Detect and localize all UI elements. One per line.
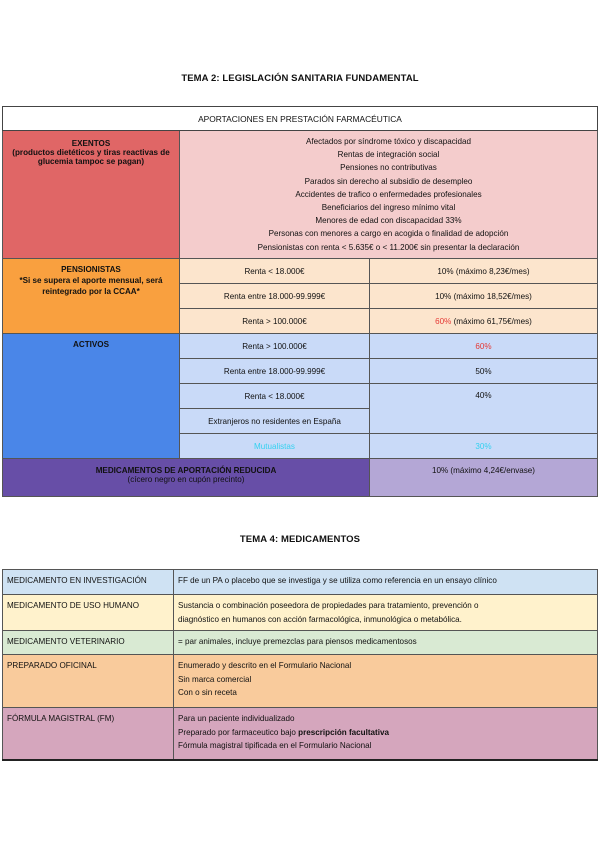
row-key: PREPARADO OFICINAL <box>3 655 174 708</box>
prescripcion-facultativa: prescripción facultativa <box>298 727 390 737</box>
medicamentos-table <box>2 569 598 761</box>
row-key: MEDICAMENTO EN INVESTIGACIÓN <box>3 570 174 595</box>
row-key: MEDICAMENTO DE USO HUMANO <box>3 595 174 631</box>
medicamentos-reducida-label: MEDICAMENTOS DE APORTACIÓN REDUCIDA <box>95 466 277 475</box>
pct: 10% <box>437 266 454 276</box>
pensionistas-renta: Renta < 18.000€ <box>180 259 370 284</box>
row-value <box>174 570 598 595</box>
pensionistas-renta: Renta > 100.000€ <box>180 309 370 334</box>
maximo: (máximo 8,23€/mes) <box>453 266 530 276</box>
row-line: Para un paciente individualizado <box>178 714 295 724</box>
exentos-item: Beneficiarios del ingreso mínimo vital <box>321 203 456 213</box>
table-row <box>3 708 598 760</box>
activos-valor: 30% <box>370 434 598 459</box>
exentos-label-cell <box>3 131 180 259</box>
exentos-label: EXENTOS <box>71 139 111 148</box>
exentos-sub: (productos dietéticos y tiras reactivas de glucemia tampoc se pagan) <box>12 148 170 166</box>
pensionistas-label: PENSIONISTAS <box>61 265 121 274</box>
exentos-item: Pensiones no contributivas <box>340 163 437 173</box>
row-line: = par animales, incluye premezclas para piensos medicamentosos <box>178 637 417 647</box>
row-line: Fórmula magistral tipificada en el Formulario Nacional <box>178 741 372 751</box>
activos-label: ACTIVOS <box>73 340 109 349</box>
activos-valor: 40% <box>370 384 598 434</box>
exentos-list <box>180 131 598 259</box>
pensionistas-sub: *Si se supera el aporte mensual, será reintegrado por la CCAA* <box>19 276 163 296</box>
table-row <box>3 595 598 631</box>
row-key: MEDICAMENTO VETERINARIO <box>3 631 174 655</box>
aportaciones-table <box>2 106 598 497</box>
activos-renta: Extranjeros no residentes en España <box>180 409 370 434</box>
exentos-item: Accidentes de trafico o enfermedades profesionales <box>295 189 482 199</box>
exentos-item: Rentas de integración social <box>337 150 440 160</box>
activos-renta: Mutualistas <box>180 434 370 459</box>
table-row <box>3 631 598 655</box>
cicero-negro: (cícero negro <box>127 475 176 484</box>
pct: 10% <box>435 291 452 301</box>
activos-renta: Renta < 18.000€ <box>180 384 370 409</box>
tema4-title: TEMA 4: MEDICAMENTOS <box>239 534 361 545</box>
pct: 60% <box>435 316 452 326</box>
row-line-text: Preparado por farmaceutico bajo <box>178 727 299 737</box>
pensionistas-renta: Renta entre 18.000-99.999€ <box>180 284 370 309</box>
pensionistas-valor <box>370 309 598 334</box>
exentos-item: Personas con menores a cargo en acogida o finalidad de adopción <box>268 229 509 239</box>
activos-renta: Renta entre 18.000-99.999€ <box>180 359 370 384</box>
row-value <box>174 708 598 760</box>
row-value <box>174 595 598 631</box>
table-row <box>3 655 598 708</box>
pensionistas-label-cell <box>3 259 180 334</box>
activos-label-cell <box>3 334 180 459</box>
row-value <box>174 655 598 708</box>
row-key: FÓRMULA MAGISTRAL (FM) <box>3 708 174 760</box>
cupon-precinto: en cupón precinto) <box>175 475 245 484</box>
row-value <box>174 631 598 655</box>
maximo: (máximo 61,75€/mes) <box>451 316 532 326</box>
exentos-item: Afectados por síndrome tóxico y discapacidad <box>305 137 472 146</box>
pensionistas-valor <box>370 284 598 309</box>
medicamentos-reducida-sub <box>9 475 363 484</box>
exentos-item: Pensionistas con renta < 5.635€ o < 11.200€ sin presentar la declaración <box>257 242 520 252</box>
row-line <box>178 726 593 740</box>
exentos-item: Parados sin derecho al subsidio de desempleo <box>304 176 473 186</box>
tema2-title: TEMA 2: LEGISLACIÓN SANITARIA FUNDAMENTAL <box>181 73 419 84</box>
table-row <box>3 570 598 595</box>
medicamentos-reducida-label-cell <box>3 459 370 497</box>
aportaciones-header: APORTACIONES EN PRESTACIÓN FARMACÉUTICA <box>3 107 598 131</box>
row-line: Sin marca comercial <box>178 674 252 684</box>
row-line: diagnóstico en humanos con acción farmacológica, inmunológica o metabólica. <box>178 614 462 624</box>
activos-valor: 50% <box>370 359 598 384</box>
row-line: Sustancia o combinación poseedora de propiedades para tratamiento, prevención o <box>178 601 479 610</box>
row-line: Enumerado y descrito en el Formulario Nacional <box>178 661 352 671</box>
activos-renta: Renta > 100.000€ <box>180 334 370 359</box>
medicamentos-reducida-valor: 10% (máximo 4,24€/envase) <box>370 459 598 497</box>
pensionistas-valor <box>370 259 598 284</box>
maximo: (máximo 18,52€/mes) <box>451 291 532 301</box>
row-line: FF de un PA o placebo que se investiga y se utiliza como referencia en un ensayo clínico <box>178 576 497 585</box>
exentos-item: Menores de edad con discapacidad 33% <box>315 216 462 226</box>
activos-valor: 60% <box>370 334 598 359</box>
row-line: Con o sin receta <box>178 688 237 698</box>
